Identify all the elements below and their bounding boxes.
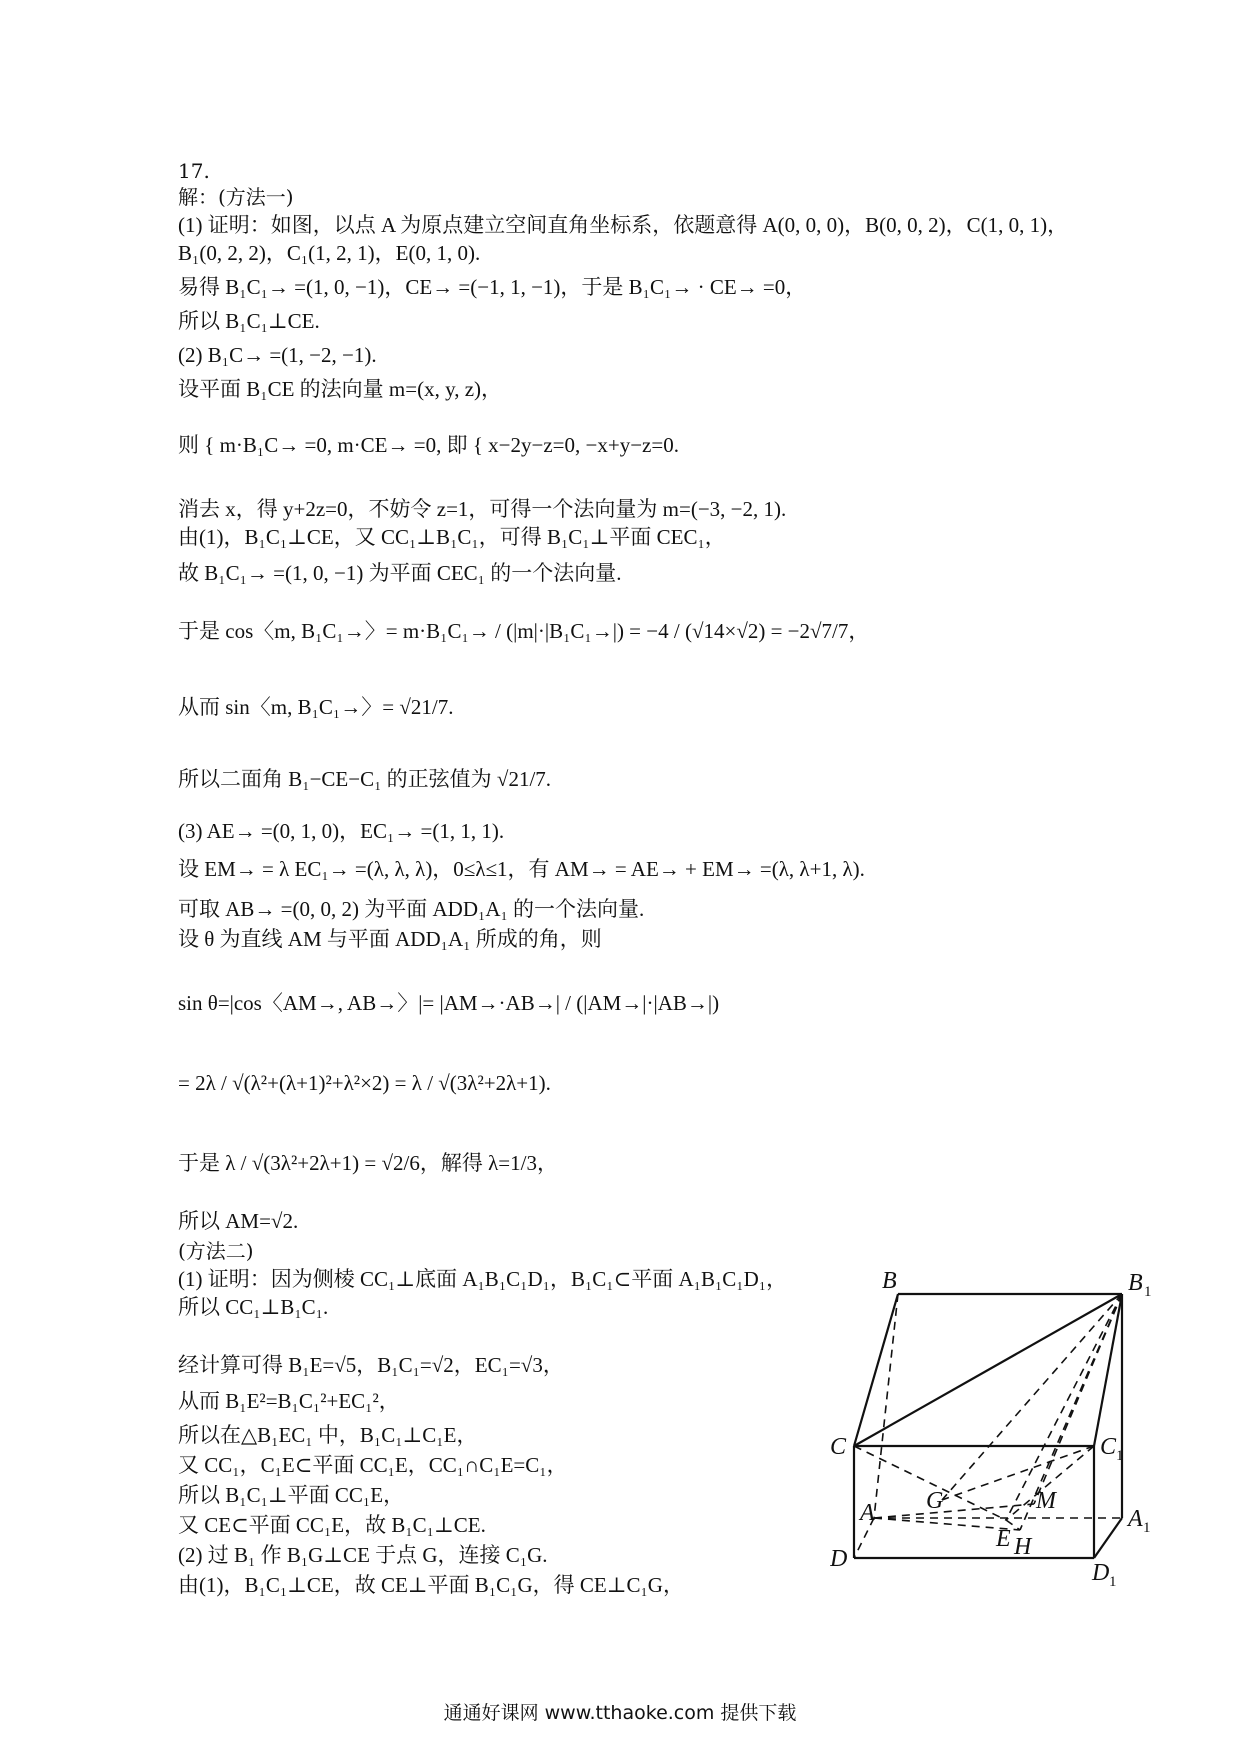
solution-line: = 2λ / √(λ²+(λ+1)²+λ²×2) = λ / √(3λ²+2λ+1). [178,1071,551,1095]
solution-line: 所以二面角 B₁−CE−C₁ 的正弦值为 √21/7. [178,767,552,791]
solution-line: 可取 AB→ =(0, 0, 2) 为平面 ADD₁A₁ 的一个法向量. [178,897,645,921]
solution-line: 又 CE⊂平面 CC₁E，故 B₁C₁⊥CE. [178,1513,486,1537]
solution-line: 设 EM→ = λ EC₁→ =(λ, λ, λ)，0≤λ≤1，有 AM→ = AE→ + EM→ =(λ, λ+1, λ). [178,857,865,881]
solution-line: 从而 B₁E²=B₁C₁²+EC₁²， [178,1389,400,1413]
label-B1: B [1128,1270,1143,1296]
label-C1: C [1100,1434,1117,1460]
label-B1-sub: 1 [1144,1284,1152,1300]
label-D: D [830,1546,848,1572]
solution-line: 消去 x，得 y+2z=0，不妨令 z=1，可得一个法向量为 m=(−3, −2, 1). [178,497,787,521]
problem-number: 17. [178,159,210,183]
solution-line: (2) 过 B₁ 作 B₁G⊥CE 于点 G，连接 C₁G. [178,1543,548,1567]
solution-line: 从而 sin〈m, B₁C₁→〉= √21/7. [178,695,454,719]
solution-line: 所以 B₁C₁⊥平面 CC₁E， [178,1483,405,1507]
label-D1: D [1092,1560,1110,1586]
solution-line: 则 { m·B₁C→ =0, m·CE→ =0, 即 { x−2y−z=0, −x+y−z=0. [178,433,679,457]
page-footer: 通通好课网 www.tthaoke.com 提供下载 [443,1702,797,1724]
solution-line: (3) AE→ =(0, 1, 0)，EC₁→ =(1, 1, 1). [178,819,505,843]
label-A1-sub: 1 [1143,1520,1151,1536]
solution-line: (1) 证明：如图，以点 A 为原点建立空间直角坐标系，依题意得 A(0, 0, 0)，B(0, 0, 2)，C(1, 0, 1)， [178,213,1069,237]
solution-line: 于是 λ / √(3λ²+2λ+1) = √2/6，解得 λ=1/3， [178,1151,558,1175]
solution-line: 设平面 B₁CE 的法向量 m=(x, y, z)， [178,377,503,401]
solution-line: (2) B₁C→ =(1, −2, −1). [178,343,377,367]
solution-line: 经计算可得 B₁E=√5，B₁C₁=√2，EC₁=√3， [178,1353,564,1377]
solution-line: 故 B₁C₁→ =(1, 0, −1) 为平面 CEC₁ 的一个法向量. [178,561,622,585]
solution-line: 设 θ 为直线 AM 与平面 ADD₁A₁ 所成的角，则 [178,927,602,951]
solution-line: 所以 B₁C₁⊥CE. [178,309,320,333]
solution-line: 所以 CC₁⊥B₁C₁. [178,1295,329,1319]
solution-line: 所以 AM=√2. [178,1209,299,1233]
prism-figure [830,1268,1160,1608]
solution-line: (方法二) [178,1239,254,1263]
label-C1-sub: 1 [1116,1448,1124,1464]
solution-line: B₁(0, 2, 2)，C₁(1, 2, 1)，E(0, 1, 0). [178,241,481,265]
solution-line: 由(1)，B₁C₁⊥CE，又 CC₁⊥B₁C₁，可得 B₁C₁⊥平面 CEC₁， [178,525,726,549]
solution-line: 解：(方法一) [178,185,294,209]
label-D1-sub: 1 [1109,1574,1117,1590]
solution-line: 所以在△B₁EC₁ 中，B₁C₁⊥C₁E， [178,1423,478,1447]
label-B: B [882,1268,897,1294]
label-M: M [1036,1488,1056,1514]
label-C: C [830,1434,847,1460]
label-A: A [860,1500,875,1526]
solution-line: 易得 B₁C₁→ =(1, 0, −1)，CE→ =(−1, 1, −1)，于是 B₁C₁→ · CE→ =0， [178,275,807,299]
solution-line: (1) 证明：因为侧棱 CC₁⊥底面 A₁B₁C₁D₁，B₁C₁⊂平面 A₁B₁C₁D₁， [178,1267,788,1291]
solution-line: 又 CC₁，C₁E⊂平面 CC₁E，CC₁∩C₁E=C₁， [178,1453,568,1477]
label-H: H [1014,1534,1032,1560]
solution-line: sin θ=|cos〈AM→, AB→〉|= |AM→·AB→| / (|AM→|·|AB→|) [178,991,720,1015]
label-E: E [996,1526,1011,1552]
label-A1: A [1128,1506,1143,1532]
solution-line: 于是 cos〈m, B₁C₁→〉= m·B₁C₁→ / (|m|·|B₁C₁→|) = −4 / (√14×√2) = −2√7/7， [178,619,870,643]
solution-line: 由(1)，B₁C₁⊥CE，故 CE⊥平面 B₁C₁G，得 CE⊥C₁G， [178,1573,684,1597]
label-G: G [926,1488,944,1514]
